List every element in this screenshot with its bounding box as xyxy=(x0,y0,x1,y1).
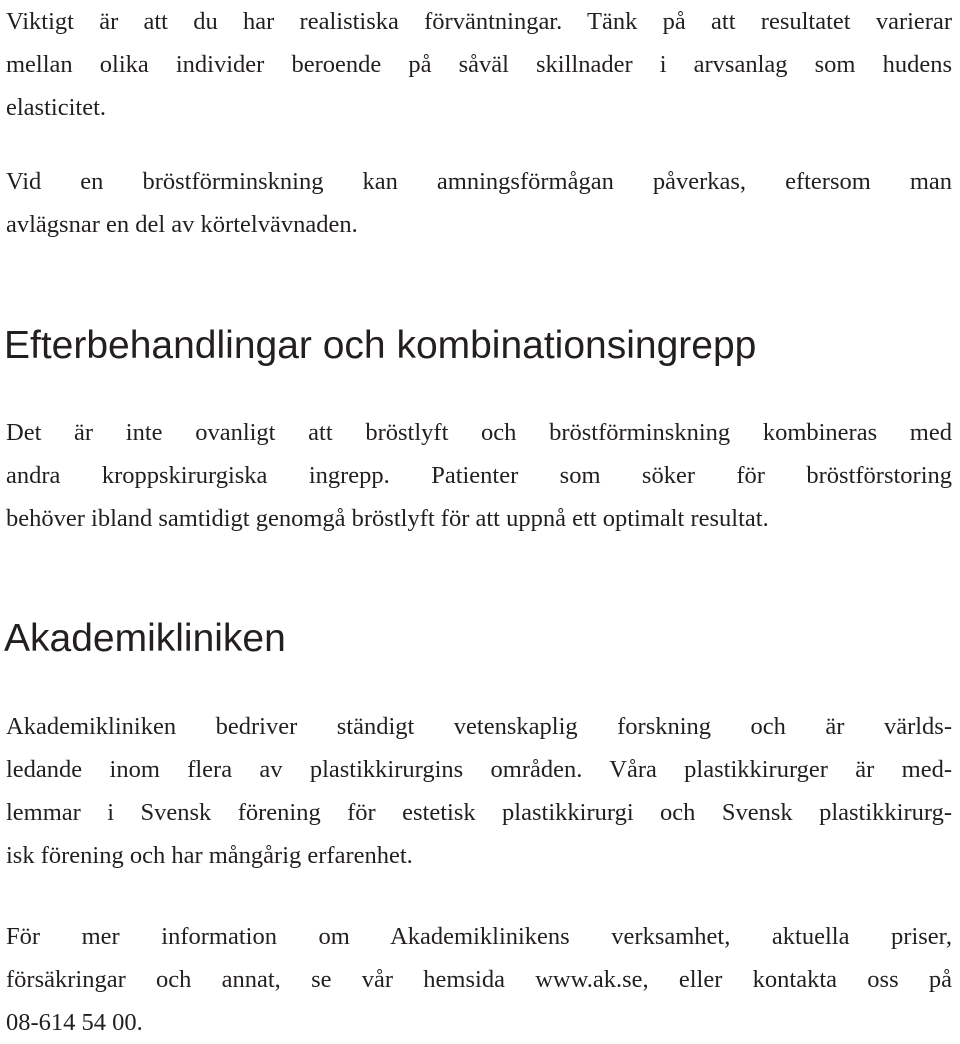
paragraph-line: ledande inom flera av plastikkirurgins områden. Våra plastikkirurger är med- xyxy=(6,756,952,783)
section-paragraph-combined-procedures xyxy=(6,411,952,540)
intro-paragraph-breastfeeding xyxy=(6,160,952,246)
section-heading-aftercare: Efterbehandlingar och kombinationsingrepp xyxy=(4,324,757,367)
paragraph-line: elasticitet. xyxy=(6,94,106,121)
paragraph-line: Det är inte ovanligt att bröstlyft och bröstförminskning kombineras med xyxy=(6,419,952,446)
paragraph-line: andra kroppskirurgiska ingrepp. Patienter som söker för bröstförstoring xyxy=(6,462,952,489)
paragraph-line: 08-614 54 00. xyxy=(6,1009,143,1036)
paragraph-line: behöver ibland samtidigt genomgå bröstlyft för att uppnå ett optimalt resultat. xyxy=(6,505,769,532)
paragraph-line: avlägsnar en del av körtelvävnaden. xyxy=(6,211,358,238)
paragraph-line: isk förening och har mångårig erfarenhet. xyxy=(6,842,413,869)
paragraph-line: Viktigt är att du har realistiska förväntningar. Tänk på att resultatet varierar xyxy=(6,8,952,35)
paragraph-line: Akademikliniken bedriver ständigt vetenskaplig forskning och är världs- xyxy=(6,713,952,740)
section-paragraph-contact-info xyxy=(6,915,952,1044)
paragraph-line: lemmar i Svensk förening för estetisk plastikkirurgi och Svensk plastikkirurg- xyxy=(6,799,952,826)
paragraph-line: För mer information om Akademiklinikens verksamhet, aktuella priser, xyxy=(6,923,952,950)
section-heading-akademikliniken: Akademikliniken xyxy=(4,617,286,660)
paragraph-line: försäkringar och annat, se vår hemsida www.ak.se, eller kontakta oss på xyxy=(6,966,952,993)
section-paragraph-research xyxy=(6,705,952,877)
paragraph-line: mellan olika individer beroende på såväl skillnader i arvsanlag som hudens xyxy=(6,51,952,78)
intro-paragraph-expectations xyxy=(6,0,952,129)
paragraph-line: Vid en bröstförminskning kan amningsförmågan påverkas, eftersom man xyxy=(6,168,952,195)
